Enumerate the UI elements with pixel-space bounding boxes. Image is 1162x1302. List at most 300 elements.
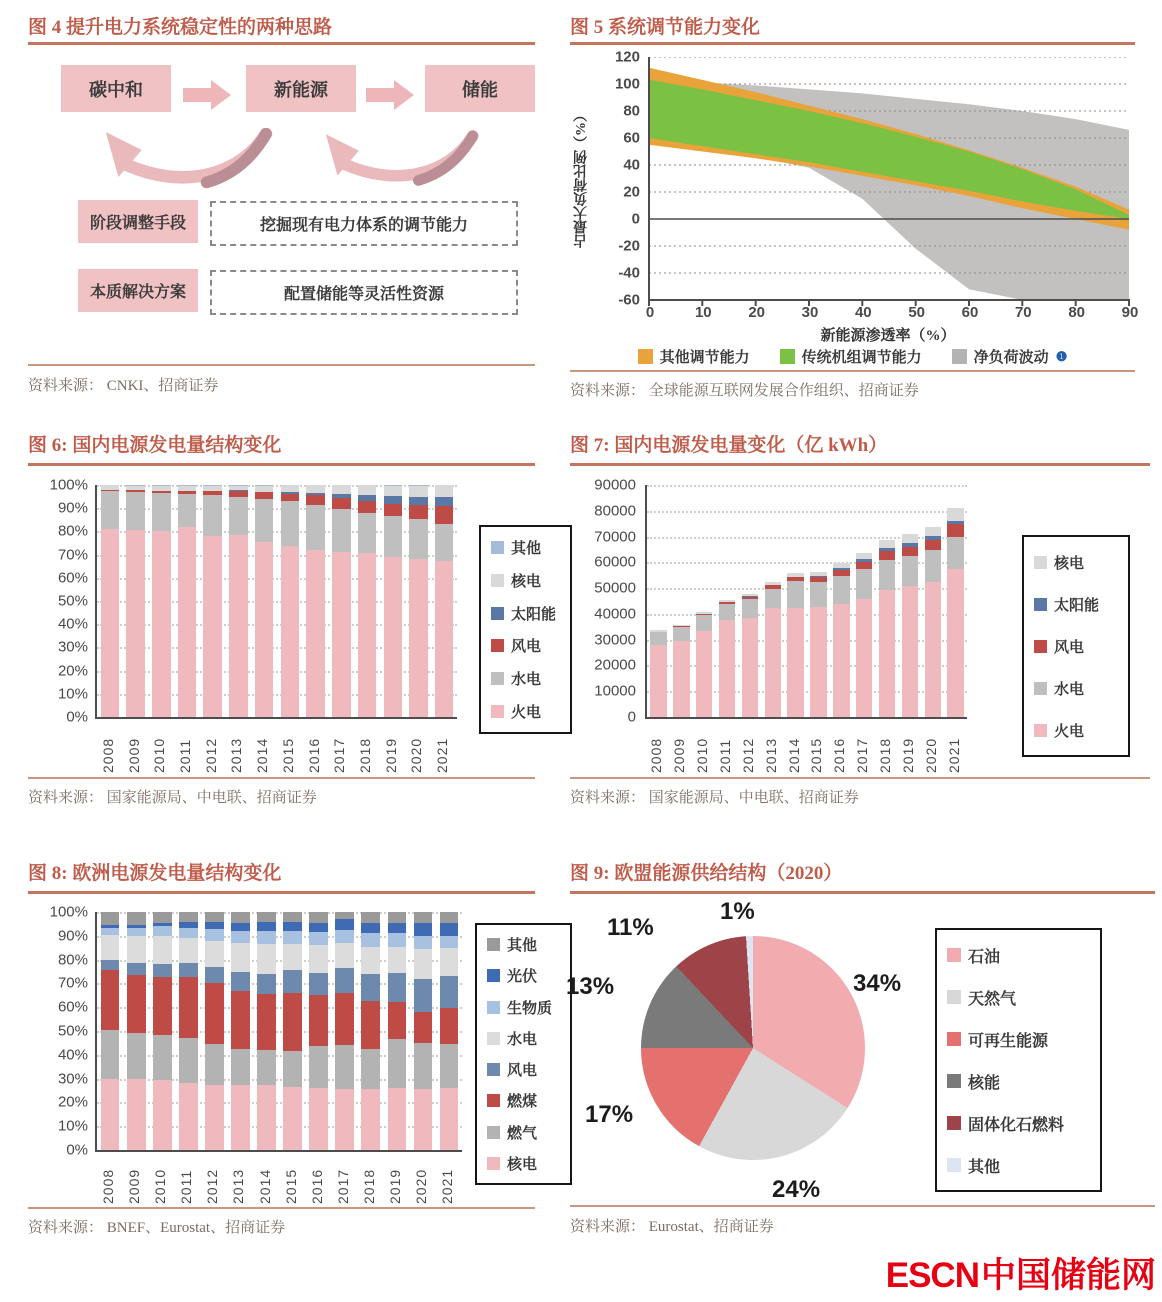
bar-slot bbox=[332, 912, 358, 1150]
bar-slot bbox=[431, 485, 457, 717]
legend-label: 核电 bbox=[507, 1156, 538, 1173]
y-tick-label: 30000 bbox=[594, 631, 636, 649]
legend-label: 传统机组调节能力 bbox=[801, 350, 922, 366]
legend-item-水电 bbox=[1034, 678, 1128, 699]
bar-segment-生物质 bbox=[101, 928, 120, 935]
bar-slot bbox=[898, 485, 921, 717]
curved-back-arrow-icon bbox=[316, 128, 481, 190]
x-tick-label: 2016 bbox=[831, 737, 848, 773]
legend-item-水电 bbox=[487, 1028, 570, 1049]
area-chart bbox=[647, 57, 1131, 309]
year-slot bbox=[942, 721, 965, 773]
pie-label-renewables: 17% bbox=[585, 1101, 634, 1128]
bar-segment-其他 bbox=[414, 912, 433, 923]
figure-8 bbox=[28, 858, 553, 1236]
x-tick-label: 2017 bbox=[331, 737, 348, 773]
x-tick-label: 2012 bbox=[204, 1168, 221, 1204]
title-rule bbox=[28, 463, 535, 466]
figure-9-title: 图 9: 欧盟能源供给结构（2020） bbox=[570, 863, 843, 884]
pie-label-natural-gas: 24% bbox=[772, 1176, 821, 1203]
x-tick-label: 2015 bbox=[808, 737, 825, 773]
bar-2013 bbox=[231, 912, 250, 1150]
y-tick-label: 90000 bbox=[594, 476, 636, 494]
bar-2011 bbox=[719, 600, 735, 717]
bar-segment-生物质 bbox=[231, 931, 250, 943]
bar-segment-燃气 bbox=[179, 1038, 198, 1083]
arrow-head bbox=[211, 80, 231, 110]
y-axis-title: 占最大负荷比例（%） bbox=[574, 108, 589, 249]
bar-segment-风电 bbox=[902, 547, 918, 556]
bars-layer bbox=[97, 485, 457, 717]
bar-segment-核电 bbox=[879, 540, 895, 548]
x-tick-label: 2018 bbox=[877, 737, 894, 773]
y-tick-label: 0 bbox=[631, 210, 640, 228]
x-tick-label: 30 bbox=[801, 304, 819, 321]
x-tick-label: 2013 bbox=[228, 737, 245, 773]
y-tick-label: 70% bbox=[57, 974, 88, 992]
bar-2012 bbox=[203, 485, 222, 717]
pie-label-solid-fossil: 11% bbox=[607, 914, 654, 941]
pie-label-other: 1% bbox=[720, 898, 755, 925]
year-slot bbox=[278, 1154, 304, 1204]
bar-segment-水电 bbox=[742, 599, 758, 618]
bar-segment-光伏 bbox=[414, 923, 433, 936]
bar-2009 bbox=[673, 625, 689, 717]
bar-segment-水电 bbox=[257, 944, 276, 974]
x-tick-label: 2021 bbox=[945, 737, 962, 773]
year-slot bbox=[330, 1154, 356, 1204]
year-slot bbox=[304, 1154, 330, 1204]
bar-segment-火电 bbox=[879, 590, 895, 717]
bar-segment-水电 bbox=[126, 492, 145, 530]
bar-segment-光伏 bbox=[388, 923, 407, 934]
bar-segment-水电 bbox=[435, 524, 454, 561]
x-tick-label: 2021 bbox=[434, 737, 451, 773]
bar-slot bbox=[354, 485, 380, 717]
legend-label: 水电 bbox=[511, 672, 542, 689]
x-tick-label: 2010 bbox=[694, 737, 711, 773]
y-tick-label: 50000 bbox=[594, 579, 636, 597]
figure-7-title: 图 7: 国内电源发电量变化（亿 kWh） bbox=[570, 435, 888, 456]
bar-2012 bbox=[205, 912, 224, 1150]
figure-6-title: 图 6: 国内电源发电量结构变化 bbox=[28, 435, 282, 456]
x-tick-label: 60 bbox=[961, 304, 979, 321]
bar-segment-核电 bbox=[414, 1089, 433, 1150]
bar-segment-水电 bbox=[384, 516, 403, 557]
x-tick-label: 2019 bbox=[899, 737, 916, 773]
bar-segment-水电 bbox=[358, 513, 377, 554]
bar-segment-水电 bbox=[178, 494, 197, 526]
y-tick-label: 30% bbox=[57, 1070, 88, 1088]
y-tick-label: 80 bbox=[623, 102, 640, 120]
bar-segment-燃煤 bbox=[153, 977, 172, 1034]
bar-segment-其他 bbox=[388, 912, 407, 923]
bar-segment-生物质 bbox=[361, 933, 380, 946]
year-slot bbox=[301, 721, 327, 773]
bar-segment-光伏 bbox=[309, 923, 328, 933]
legend-item-核能 bbox=[947, 1070, 1100, 1093]
legend-swatch bbox=[947, 1032, 961, 1046]
x-tick-label: 2009 bbox=[671, 737, 688, 773]
bar-2010 bbox=[696, 612, 712, 717]
bar-segment-水电 bbox=[409, 519, 428, 560]
legend-label: 太阳能 bbox=[1054, 597, 1100, 614]
bar-2014 bbox=[257, 912, 276, 1150]
bar-slot bbox=[436, 912, 462, 1150]
bar-segment-其他 bbox=[101, 912, 120, 925]
bar-segment-火电 bbox=[435, 561, 454, 717]
legend-item-其他 bbox=[487, 934, 570, 955]
bar-slot bbox=[380, 485, 406, 717]
bar-segment-风电 bbox=[281, 494, 300, 501]
source-line: 资料来源： CNKI、招商证券 bbox=[28, 378, 219, 394]
legend-swatch bbox=[947, 1074, 961, 1088]
x-tick-label: 2019 bbox=[382, 737, 399, 773]
bar-segment-光伏 bbox=[257, 922, 276, 932]
bar-segment-火电 bbox=[696, 631, 712, 717]
bar-2017 bbox=[856, 553, 872, 717]
plot-area bbox=[645, 485, 967, 719]
legend-item-太阳能 bbox=[491, 603, 570, 624]
legend-swatch bbox=[487, 1032, 500, 1045]
bar-segment-风电 bbox=[101, 960, 120, 971]
bar-slot bbox=[761, 485, 784, 717]
legend-item-核电 bbox=[1034, 552, 1128, 573]
pie-label-nuclear: 13% bbox=[566, 973, 615, 1000]
figure-4-title: 图 4 提升电力系统稳定性的两种思路 bbox=[28, 17, 333, 38]
bar-segment-生物质 bbox=[179, 928, 198, 939]
legend-swatch bbox=[638, 349, 653, 364]
bar-segment-燃气 bbox=[257, 1050, 276, 1085]
x-tick-label: 2014 bbox=[254, 737, 271, 773]
x-tick-label: 80 bbox=[1068, 304, 1086, 321]
bar-2021 bbox=[435, 485, 454, 717]
y-tick-label: 40 bbox=[623, 156, 640, 174]
legend-swatch bbox=[947, 1158, 961, 1172]
flow-box-storage: 储能 bbox=[425, 65, 535, 112]
bar-segment-风电 bbox=[879, 551, 895, 560]
y-tick-label: 0 bbox=[627, 708, 636, 726]
right-arrow-icon bbox=[366, 80, 414, 110]
y-tick-label: -20 bbox=[618, 237, 640, 255]
figure-6 bbox=[28, 430, 557, 806]
title-rule bbox=[570, 42, 1135, 45]
bar-segment-风电 bbox=[414, 979, 433, 1012]
y-tick-label: 10% bbox=[57, 1117, 88, 1135]
y-tick-label: 100 bbox=[614, 75, 640, 93]
bar-segment-水电 bbox=[833, 576, 849, 604]
bar-segment-水电 bbox=[152, 493, 171, 531]
bar-segment-水电 bbox=[127, 936, 146, 963]
flow-box-new-energy: 新能源 bbox=[246, 65, 356, 112]
bar-segment-水电 bbox=[879, 560, 895, 591]
bar-segment-火电 bbox=[650, 645, 666, 717]
bar-segment-水电 bbox=[335, 943, 354, 968]
legend-item-燃气 bbox=[487, 1122, 570, 1143]
year-slot bbox=[147, 1154, 173, 1204]
escn-logo-cn: 中国储能网 bbox=[980, 1256, 1156, 1295]
x-tick-label: 2008 bbox=[99, 737, 116, 773]
bar-segment-火电 bbox=[742, 618, 758, 717]
bar-segment-水电 bbox=[719, 604, 735, 620]
bar-segment-火电 bbox=[203, 536, 222, 717]
legend-swatch bbox=[487, 1094, 500, 1107]
year-slot bbox=[378, 721, 404, 773]
bar-segment-水电 bbox=[388, 947, 407, 973]
bar-segment-燃气 bbox=[127, 1033, 146, 1078]
bar-segment-风电 bbox=[409, 505, 428, 519]
year-slot bbox=[382, 1154, 408, 1204]
legend-swatch bbox=[487, 1001, 500, 1014]
year-slot bbox=[919, 721, 942, 773]
bar-segment-生物质 bbox=[335, 930, 354, 943]
bar-segment-核电 bbox=[205, 1085, 224, 1150]
bar-segment-水电 bbox=[179, 938, 198, 963]
legend-item-固体化石燃料 bbox=[947, 1112, 1100, 1135]
year-slot bbox=[874, 721, 897, 773]
legend-label: 燃煤 bbox=[507, 1094, 538, 1111]
bar-segment-燃煤 bbox=[309, 995, 328, 1046]
legend-label: 石油 bbox=[968, 948, 1001, 966]
bar-slot bbox=[303, 485, 329, 717]
bar-segment-水电 bbox=[947, 537, 963, 569]
y-tick-label: 40% bbox=[57, 615, 88, 633]
legend-item-太阳能 bbox=[1034, 594, 1128, 615]
bar-segment-水电 bbox=[153, 936, 172, 965]
bar-segment-其他 bbox=[361, 912, 380, 923]
x-axis bbox=[95, 1154, 460, 1204]
x-tick-label: 2009 bbox=[126, 1168, 143, 1204]
bar-segment-其他 bbox=[283, 912, 302, 922]
bar-segment-风电 bbox=[231, 972, 250, 991]
legend-swatch bbox=[491, 541, 504, 554]
legend-label: 风电 bbox=[507, 1063, 538, 1080]
bar-segment-火电 bbox=[719, 620, 735, 717]
x-tick-label: 2020 bbox=[408, 737, 425, 773]
x-axis bbox=[95, 721, 455, 773]
bar-segment-水电 bbox=[440, 948, 459, 977]
bar-segment-光伏 bbox=[205, 922, 224, 929]
bar-2015 bbox=[281, 485, 300, 717]
arrow-shaft bbox=[183, 88, 211, 102]
source-rule bbox=[570, 370, 1135, 372]
bar-slot bbox=[647, 485, 670, 717]
bar-2013 bbox=[765, 582, 781, 717]
bar-segment-光伏 bbox=[440, 923, 459, 936]
bar-segment-水电 bbox=[650, 632, 666, 645]
bar-2020 bbox=[925, 527, 941, 717]
bar-segment-火电 bbox=[787, 608, 803, 717]
x-tick-label: 2011 bbox=[178, 1169, 195, 1204]
x-tick-label: 2018 bbox=[360, 1168, 377, 1204]
y-tick-label: 120 bbox=[614, 48, 640, 66]
bar-segment-其他 bbox=[257, 912, 276, 922]
chart-legend bbox=[475, 923, 572, 1185]
bar-2016 bbox=[309, 912, 328, 1150]
bar-segment-燃煤 bbox=[440, 1008, 459, 1044]
legend-item-燃煤 bbox=[487, 1090, 570, 1111]
bar-segment-火电 bbox=[332, 552, 351, 717]
x-tick-label: 2020 bbox=[412, 1168, 429, 1204]
bar-segment-火电 bbox=[101, 529, 120, 717]
x-axis bbox=[645, 721, 965, 773]
x-axis-title: 新能源渗透率（%） bbox=[820, 328, 956, 344]
bar-slot bbox=[358, 912, 384, 1150]
legend-label: 可再生能源 bbox=[968, 1032, 1049, 1050]
legend-swatch bbox=[491, 574, 504, 587]
bar-segment-生物质 bbox=[309, 932, 328, 945]
y-tick-label: 60% bbox=[57, 998, 88, 1016]
bar-segment-其他 bbox=[127, 912, 146, 925]
bar-segment-核电 bbox=[101, 1079, 120, 1150]
bar-slot bbox=[97, 485, 123, 717]
x-tick-label: 0 bbox=[645, 304, 655, 321]
x-tick-label: 2016 bbox=[305, 737, 322, 773]
bar-segment-燃煤 bbox=[101, 970, 120, 1030]
year-slot bbox=[173, 1154, 199, 1204]
bar-2010 bbox=[152, 485, 171, 717]
y-tick-label: 20% bbox=[57, 1093, 88, 1111]
bar-2018 bbox=[879, 540, 895, 717]
bar-2017 bbox=[335, 912, 354, 1150]
bar-segment-燃煤 bbox=[283, 993, 302, 1051]
legend-label: 净负荷波动 bbox=[973, 350, 1049, 366]
bar-segment-水电 bbox=[673, 627, 689, 641]
y-tick-label: 10% bbox=[57, 685, 88, 703]
x-tick-label: 2017 bbox=[854, 737, 871, 773]
y-tick-label: 60 bbox=[623, 129, 640, 147]
year-slot bbox=[408, 1154, 434, 1204]
figure-4 bbox=[28, 12, 535, 404]
bar-segment-火电 bbox=[765, 608, 781, 717]
source-line: 资料来源： 全球能源互联网发展合作组织、招商证券 bbox=[570, 383, 919, 399]
bar-segment-燃气 bbox=[101, 1030, 120, 1079]
source-line: 资料来源： BNEF、Eurostat、招商证券 bbox=[28, 1220, 286, 1236]
x-axis bbox=[645, 304, 1139, 321]
plot-area bbox=[95, 912, 462, 1152]
bar-segment-风电 bbox=[153, 964, 172, 977]
year-slot bbox=[851, 721, 874, 773]
legend-label: 火电 bbox=[511, 705, 542, 722]
legend-item-可再生能源 bbox=[947, 1028, 1100, 1051]
legend-label: 燃气 bbox=[507, 1125, 538, 1142]
bar-segment-燃煤 bbox=[388, 1002, 407, 1039]
bar-segment-核电 bbox=[179, 1083, 198, 1150]
bar-segment-其他 bbox=[179, 912, 198, 922]
legend-item-其他 bbox=[947, 1154, 1100, 1177]
chart-legend bbox=[1022, 535, 1130, 757]
figure-9 bbox=[566, 858, 1155, 1235]
legend-item-核电 bbox=[487, 1153, 570, 1174]
bar-slot bbox=[149, 912, 175, 1150]
bar-segment-其他 bbox=[335, 912, 354, 919]
pie-legend bbox=[935, 928, 1102, 1192]
x-tick-label: 2012 bbox=[202, 737, 219, 773]
bar-segment-核电 bbox=[257, 1085, 276, 1150]
bar-segment-生物质 bbox=[283, 931, 302, 944]
bar-segment-水电 bbox=[101, 491, 120, 529]
bar-segment-风电 bbox=[335, 968, 354, 993]
x-tick-label: 2008 bbox=[100, 1168, 117, 1204]
bar-2014 bbox=[255, 485, 274, 717]
y-tick-label: 80000 bbox=[594, 502, 636, 520]
bar-slot bbox=[148, 485, 174, 717]
bar-segment-燃煤 bbox=[257, 994, 276, 1050]
bar-segment-燃煤 bbox=[127, 975, 146, 1033]
x-tick-label: 2018 bbox=[357, 737, 374, 773]
year-slot bbox=[828, 721, 851, 773]
figure-5-title: 图 5 系统调节能力变化 bbox=[570, 17, 761, 38]
year-slot bbox=[326, 721, 352, 773]
year-slot bbox=[146, 721, 172, 773]
bar-segment-火电 bbox=[178, 527, 197, 717]
y-tick-label: 20000 bbox=[594, 656, 636, 674]
bar-segment-水电 bbox=[255, 499, 274, 542]
legend-swatch bbox=[952, 349, 967, 364]
year-slot bbox=[805, 721, 828, 773]
bar-slot bbox=[693, 485, 716, 717]
legend-swatch bbox=[947, 990, 961, 1004]
arrow-head bbox=[394, 80, 414, 110]
year-slot bbox=[224, 721, 250, 773]
bar-segment-风电 bbox=[332, 498, 351, 509]
bar-segment-燃煤 bbox=[361, 1001, 380, 1049]
bar-segment-火电 bbox=[856, 599, 872, 717]
y-tick-label: 0% bbox=[66, 1141, 88, 1159]
bar-slot bbox=[200, 485, 226, 717]
bar-segment-风电 bbox=[925, 540, 941, 551]
x-tick-label: 2019 bbox=[386, 1168, 403, 1204]
year-slot bbox=[356, 1154, 382, 1204]
x-tick-label: 2021 bbox=[439, 1168, 456, 1204]
y-tick-label: 50% bbox=[57, 1022, 88, 1040]
bar-segment-燃煤 bbox=[414, 1012, 433, 1043]
legend-label: 其他 bbox=[968, 1158, 1001, 1176]
escn-logo bbox=[886, 1248, 1156, 1298]
year-slot bbox=[95, 721, 121, 773]
legend-label: 生物质 bbox=[507, 1000, 553, 1017]
escn-logo-en: ESCN bbox=[885, 1256, 979, 1295]
bar-segment-火电 bbox=[229, 535, 248, 717]
source-rule bbox=[28, 777, 535, 779]
legend-label: 天然气 bbox=[968, 990, 1017, 1008]
bar-segment-风电 bbox=[205, 967, 224, 984]
bar-segment-水电 bbox=[281, 501, 300, 546]
chart-legend bbox=[570, 346, 1135, 367]
year-slot bbox=[429, 721, 455, 773]
legend-swatch bbox=[487, 938, 500, 951]
x-tick-label: 2011 bbox=[717, 738, 733, 773]
x-tick-label: 2012 bbox=[739, 737, 756, 773]
x-tick-label: 2013 bbox=[230, 1168, 247, 1204]
bar-slot bbox=[716, 485, 739, 717]
bar-2017 bbox=[332, 485, 351, 717]
x-tick-label: 2011 bbox=[177, 738, 194, 773]
y-tick-label: 100% bbox=[49, 476, 88, 494]
bar-2019 bbox=[384, 485, 403, 717]
bar-segment-水电 bbox=[203, 495, 222, 536]
x-tick-label: 10 bbox=[694, 304, 712, 321]
year-slot bbox=[404, 721, 430, 773]
legend-label: 其他 bbox=[511, 540, 542, 557]
legend-swatch bbox=[780, 349, 795, 364]
bar-segment-水电 bbox=[856, 569, 872, 599]
bar-segment-生物质 bbox=[414, 936, 433, 949]
legend-label: 其他 bbox=[507, 938, 538, 955]
y-tick-label: -40 bbox=[618, 264, 640, 282]
y-tick-label: 90% bbox=[57, 927, 88, 945]
legend-item-风电 bbox=[491, 635, 570, 656]
